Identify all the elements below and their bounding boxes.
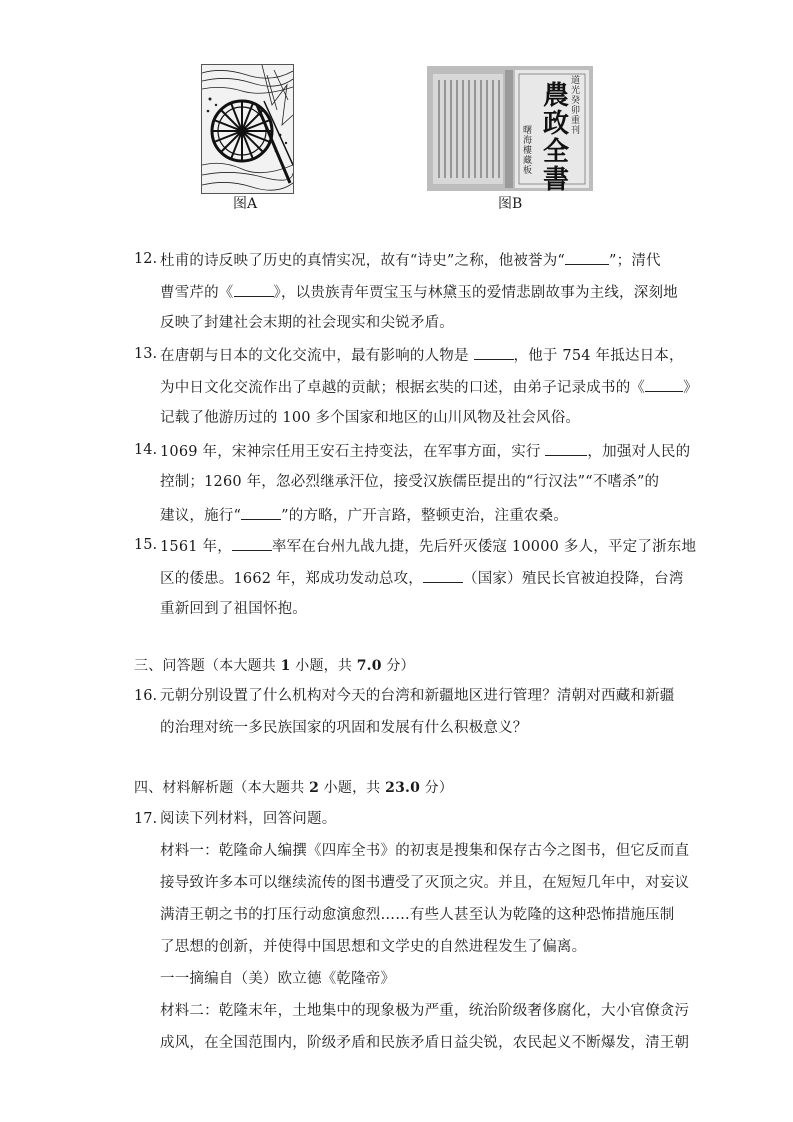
book-side-text-top: 道光癸卯重刊	[571, 76, 581, 136]
section-text: 小题，共	[290, 658, 357, 674]
q13-line-3: 记载了他游历过的 100 多个国家和地区的山川风物及社会风俗。	[160, 410, 581, 426]
q12-text: ”；清代	[609, 253, 661, 269]
q17-intro: 阅读下列材料，回答问题。	[160, 811, 337, 827]
q17-material-1-line-1: 材料一：乾隆命人编撰《四库全书》的初衷是搜集和保存古今之图书，但它反而直	[160, 843, 690, 859]
q15-line-3: 重新回到了祖国怀抱。	[160, 601, 307, 617]
q13-line-2	[160, 377, 698, 397]
question-number-13: 13.	[134, 346, 158, 362]
q13-line-1	[160, 345, 684, 365]
q12-text: 杜甫的诗反映了历史的真情实况，故有“诗史”之称，他被誉为“	[160, 253, 566, 269]
question-number-17: 17.	[134, 811, 158, 827]
q17-material-2-line-2: 成风，在全国范围内，阶级矛盾和民族矛盾日益尖锐，农民起义不断爆发，清王朝	[160, 1035, 690, 1051]
q14-line-2: 控制；1260 年，忽必烈继承汗位，接受汉族儒臣提出的“行汉法”“不嗜杀”的	[160, 474, 660, 490]
book-side-text-bottom: 曙海樓藏板	[523, 126, 533, 176]
q14-text: 1069 年，宋神宗任用王安石主持变法，在军事方面，实行	[160, 444, 541, 460]
section-count: 1	[280, 658, 291, 674]
q14-text: ，加强对人民的	[587, 444, 691, 460]
q15-line-1	[160, 536, 696, 556]
answer-blank	[565, 250, 609, 265]
answer-blank	[232, 536, 272, 551]
q17-material-1-source: 一一摘编自（美）欧立德《乾隆帝》	[160, 971, 396, 987]
section-score: 7.0	[356, 658, 382, 674]
section-score: 23.0	[385, 780, 421, 796]
q15-text: 区的倭患。1662 年，郑成功发动总攻，	[160, 571, 424, 587]
section-4-heading	[134, 779, 453, 797]
book-title: 農政全書	[542, 81, 569, 191]
section-text: 分）	[381, 658, 415, 674]
q12-text: 》，以贵族青年贾宝玉与林黛玉的爱情悲剧故事为主线，深刻地	[273, 285, 678, 301]
q16-line-2: 的治理对统一多民族国家的巩固和发展有什么积极意义？	[160, 720, 528, 736]
q15-text: （国家）殖民长官被迫投降，台湾	[463, 571, 684, 587]
answer-blank	[474, 345, 514, 360]
q13-text: 》	[683, 380, 698, 396]
q12-line-1	[160, 250, 661, 270]
section-text: 三、问答题（本大题共	[134, 658, 281, 674]
q12-line-3: 反映了封建社会末期的社会现实和尖锐矛盾。	[160, 315, 454, 331]
question-number-14: 14.	[134, 442, 158, 458]
answer-blank	[423, 568, 463, 583]
section-count: 2	[309, 780, 320, 796]
q13-text: ，他于 754 年抵达日本，	[513, 348, 684, 364]
answer-blank	[234, 282, 274, 297]
figure-b-caption: 图B	[498, 196, 523, 212]
figure-b-image	[427, 66, 593, 191]
question-number-12: 12.	[134, 251, 158, 267]
q14-text: ”的方略，广开言路，整顿吏治，注重农桑。	[281, 508, 569, 524]
answer-blank	[241, 505, 281, 520]
q14-line-3	[160, 505, 568, 525]
section-text: 小题，共	[319, 780, 386, 796]
q15-line-2	[160, 568, 684, 588]
water-wheel-illustration	[202, 65, 293, 193]
q16-line-1: 元朝分别设置了什么机构对今天的台湾和新疆地区进行管理？清朝对西藏和新疆	[160, 688, 675, 704]
q13-text: 为中日文化交流作出了卓越的贡献；根据玄奘的口述，由弟子记录成书的《	[160, 380, 646, 396]
answer-blank	[545, 441, 587, 456]
q17-material-1-line-3: 满清王朝之书的打压行动愈演愈烈……有些人甚至认为乾隆的这种恐怖措施压制	[160, 907, 675, 923]
figure-a-image	[201, 64, 294, 194]
figure-a-caption: 图A	[233, 196, 258, 212]
answer-blank	[645, 377, 683, 392]
q14-text: 建议，施行“	[160, 508, 242, 524]
q12-line-2	[160, 282, 678, 302]
section-text: 四、材料解析题（本大题共	[134, 780, 310, 796]
q17-material-2-line-1: 材料二：乾隆末年，土地集中的现象极为严重，统治阶级奢侈腐化，大小官僚贪污	[160, 1003, 690, 1019]
q13-text: 在唐朝与日本的文化交流中，最有影响的人物是	[160, 348, 469, 364]
question-number-16: 16.	[134, 688, 158, 704]
section-3-heading	[134, 657, 415, 675]
q14-line-1	[160, 441, 690, 461]
q17-material-1-line-2: 接导致许多本可以继续流传的图书遭受了灭顶之灾。并且，在短短几年中，对妄议	[160, 875, 690, 891]
q12-text: 曹雪芹的《	[160, 285, 234, 301]
question-number-15: 15.	[134, 537, 158, 553]
q15-text: 率军在台州九战九捷，先后歼灭倭寇 10000 多人，平定了浙东地	[271, 539, 697, 555]
section-text: 分）	[420, 780, 454, 796]
q15-text: 1561 年，	[160, 539, 232, 555]
q17-material-1-line-4: 了思想的创新，并使得中国思想和文学史的自然进程发生了偏离。	[160, 939, 587, 955]
